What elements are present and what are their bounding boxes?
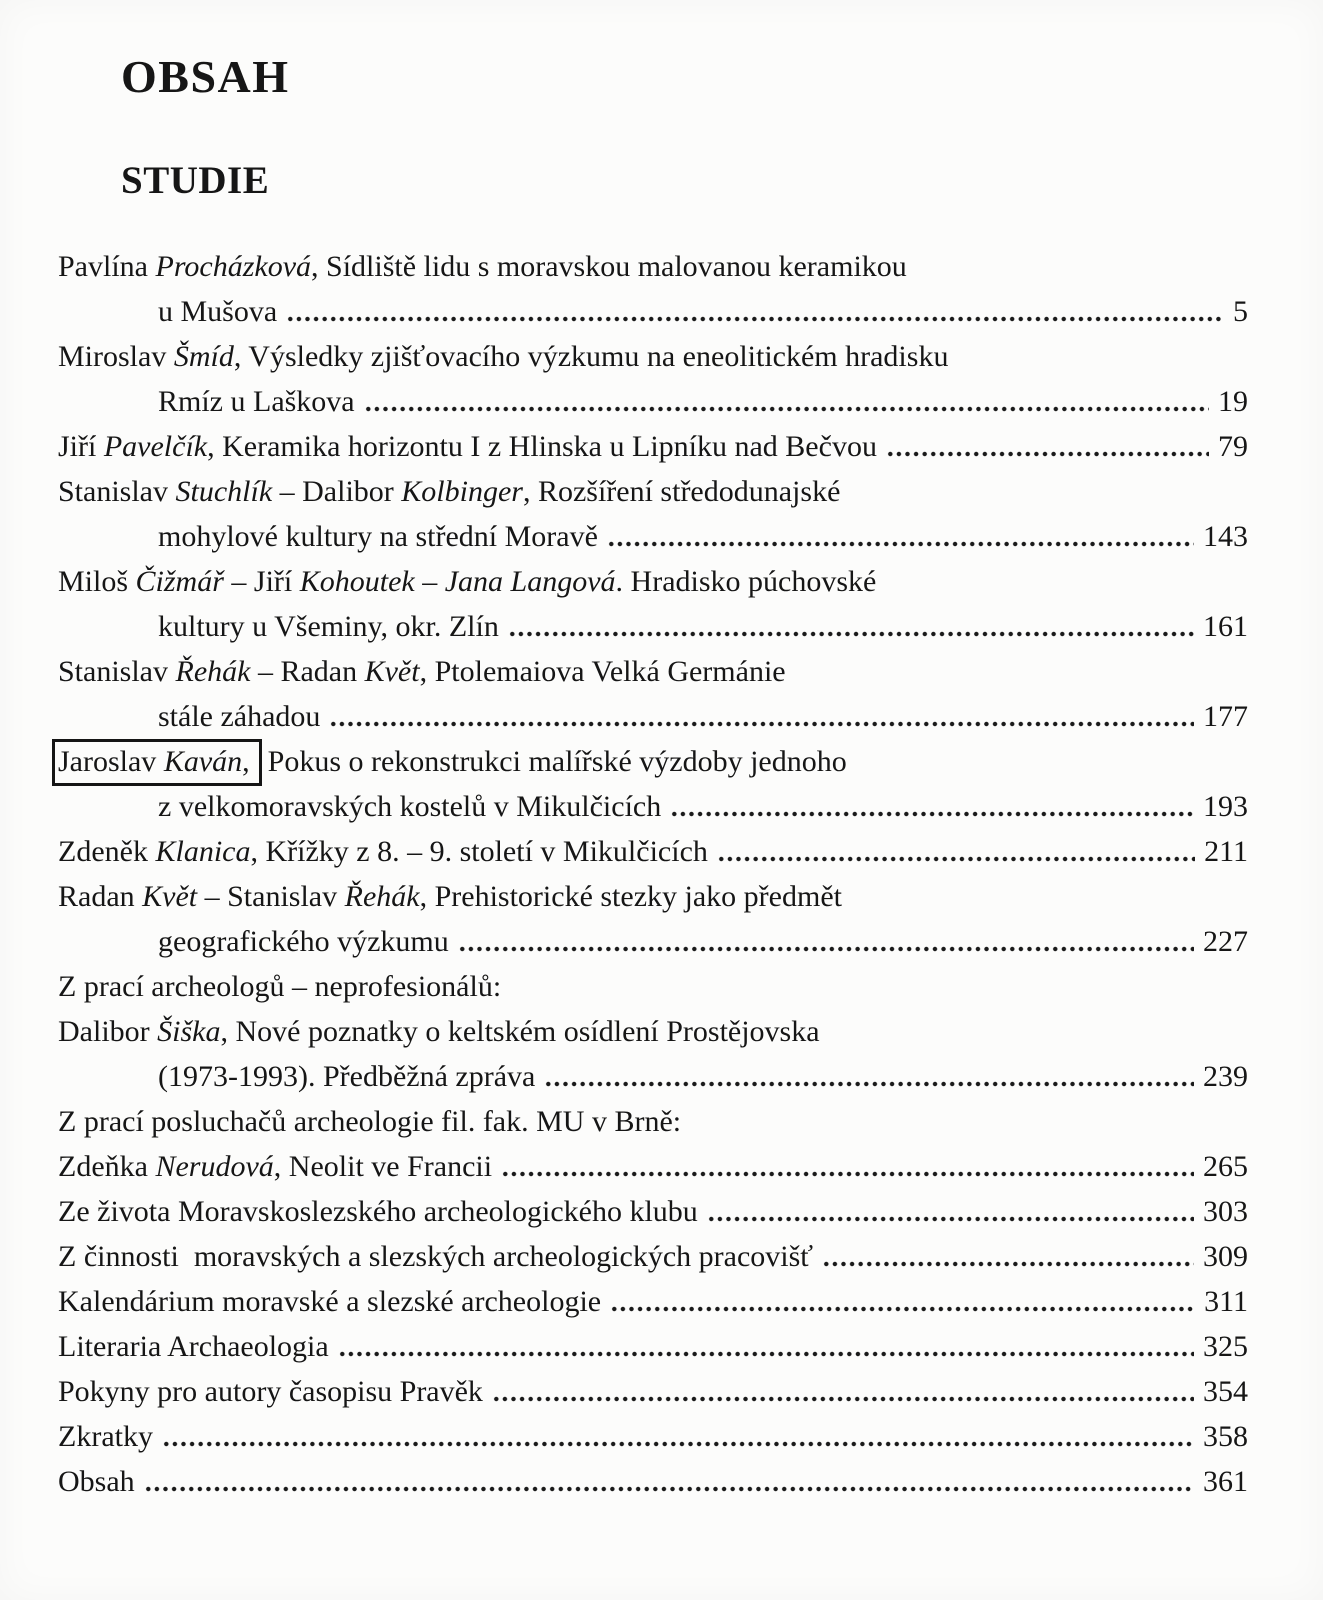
toc-entry [58,649,1248,739]
page-number: 361 [1203,1465,1248,1498]
page-number: 193 [1203,790,1248,823]
toc-line [58,1144,1248,1189]
toc-entry [58,739,1248,829]
toc-line [58,1459,1248,1504]
toc-entry [58,1414,1248,1459]
toc-line [58,784,1248,829]
toc-entry [58,469,1248,559]
toc-line [58,514,1248,559]
toc-entry [58,244,1248,334]
toc-line [58,919,1248,964]
dot-leader [501,1171,1194,1177]
toc-entry [58,1144,1248,1189]
toc-entry [58,829,1248,874]
toc-entry-text: Z činnosti moravských a slezských archeologických pracovišť [58,1240,814,1273]
dot-leader [338,1351,1194,1357]
toc-entry-text: geografického výzkumu [158,925,449,958]
toc-line [58,1054,1248,1099]
toc-line [58,469,1248,514]
toc-entry [58,1189,1248,1234]
toc-line [58,244,1248,289]
toc-entry-text: Jaroslav Kaván, Pokus o rekonstrukci malířské výzdoby jednoho [58,739,847,786]
toc-line [58,1189,1248,1234]
page-number: 161 [1203,610,1248,643]
toc-entry [58,424,1248,469]
dot-leader [610,1306,1195,1312]
toc-line [58,829,1248,874]
toc-entry [58,964,1248,1009]
toc-line [58,1234,1248,1279]
page-number: 211 [1204,835,1248,868]
toc-entry-text: (1973-1993). Předběžná zpráva [158,1060,536,1093]
dot-leader [544,1081,1194,1087]
dot-leader [717,856,1195,862]
page-number: 239 [1203,1060,1248,1093]
toc-line [58,334,1248,379]
toc-entry-text: Kalendárium moravské a slezské archeologie [58,1285,602,1318]
page-number: 227 [1203,925,1248,958]
toc-entry-text: Stanislav Stuchlík – Dalibor Kolbinger, Rozšíření středodunajské [58,475,841,508]
toc-line [58,649,1248,694]
page-number: 303 [1203,1195,1248,1228]
dot-leader [162,1441,1194,1447]
page-number: 265 [1203,1150,1248,1183]
toc-line [58,424,1248,469]
section-heading: STUDIE [121,159,270,202]
page-number: 79 [1218,430,1248,463]
toc-entry-text: stále záhadou [158,700,321,733]
page-number: 325 [1203,1330,1248,1363]
toc-line [58,1324,1248,1369]
toc-line [58,964,1248,1009]
toc-entry-text: Pavlína Procházková, Sídliště lidu s moravskou malovanou keramikou [58,250,907,283]
toc-line [58,1369,1248,1414]
page-title: OBSAH [121,51,290,102]
dot-leader [492,1396,1194,1402]
toc-entry-text: Stanislav Řehák – Radan Květ, Ptolemaiova Velká Germánie [58,655,786,688]
toc-line [58,1099,1248,1144]
toc-entry-text: Dalibor Šiška, Nové poznatky o keltském osídlení Prostějovska [58,1015,820,1048]
page-number: 309 [1203,1240,1248,1273]
toc-line [58,739,1248,784]
toc-entry [58,1279,1248,1324]
dot-leader [144,1486,1194,1492]
page-number: 143 [1203,520,1248,553]
toc-entry [58,1009,1248,1099]
toc-entry [58,1099,1248,1144]
toc-entry-text: Jiří Pavelčík, Keramika horizontu I z Hlinska u Lipníku nad Bečvou [58,430,877,463]
toc-line [58,604,1248,649]
page-number: 354 [1203,1375,1248,1408]
toc-entry-text: Miroslav Šmíd, Výsledky zjišťovacího výzkumu na eneolitickém hradisku [58,340,949,373]
toc-line [58,694,1248,739]
dot-leader [670,811,1194,817]
toc-line [58,1279,1248,1324]
toc-entry-text: Pokyny pro autory časopisu Pravěk [58,1375,483,1408]
toc-entry-text: Miloš Čižmář – Jiří Kohoutek – Jana Langová. Hradisko púchovské [58,565,877,598]
dot-leader [458,946,1194,952]
dot-leader [886,451,1209,457]
toc-list [58,244,1248,1504]
toc-entry [58,1234,1248,1279]
dot-leader [822,1261,1194,1267]
dot-leader [286,316,1224,322]
toc-entry-text: mohylové kultury na střední Moravě [158,520,598,553]
toc-entry-text: Obsah [58,1465,135,1498]
toc-entry-text: Z prací posluchačů archeologie fil. fak. MU v Brně: [58,1105,682,1138]
toc-entry-text: u Mušova [158,295,278,328]
toc-entry-text: Zdeňka Nerudová, Neolit ve Francii [58,1150,493,1183]
toc-entry-text: Z prací archeologů – neprofesionálů: [58,970,502,1003]
toc-entry-text: Ze života Moravskoslezského archeologického klubu [58,1195,698,1228]
toc-line [58,874,1248,919]
toc-line [58,559,1248,604]
boxed-author-frame: Jaroslav Kaván, [52,739,262,786]
toc-entry [58,334,1248,424]
dot-leader [707,1216,1194,1222]
dot-leader [329,721,1194,727]
dot-leader [364,406,1209,412]
dot-leader [508,631,1194,637]
page-number: 19 [1218,385,1248,418]
toc-entry-text: z velkomoravských kostelů v Mikulčicích [158,790,662,823]
page-number: 5 [1233,295,1248,328]
page-number: 311 [1204,1285,1248,1318]
toc-entry [58,874,1248,964]
toc-line [58,379,1248,424]
toc-entry-text: Literaria Archaeologia [58,1330,329,1363]
toc-entry [58,1459,1248,1504]
toc-entry-text: Zkratky [58,1420,153,1453]
toc-line [58,1414,1248,1459]
toc-line [58,289,1248,334]
toc-entry-text: Rmíz u Laškova [158,385,355,418]
dot-leader [607,541,1194,547]
toc-entry-text: Radan Květ – Stanislav Řehák, Prehistorické stezky jako předmět [58,880,842,913]
toc-entry-text: kultury u Všeminy, okr. Zlín [158,610,499,643]
toc-entry [58,559,1248,649]
page-number: 177 [1203,700,1248,733]
toc-entry-text: Zdeněk Klanica, Křížky z 8. – 9. století v Mikulčicích [58,835,708,868]
toc-entry [58,1324,1248,1369]
page-number: 358 [1203,1420,1248,1453]
toc-line [58,1009,1248,1054]
toc-entry [58,1369,1248,1414]
